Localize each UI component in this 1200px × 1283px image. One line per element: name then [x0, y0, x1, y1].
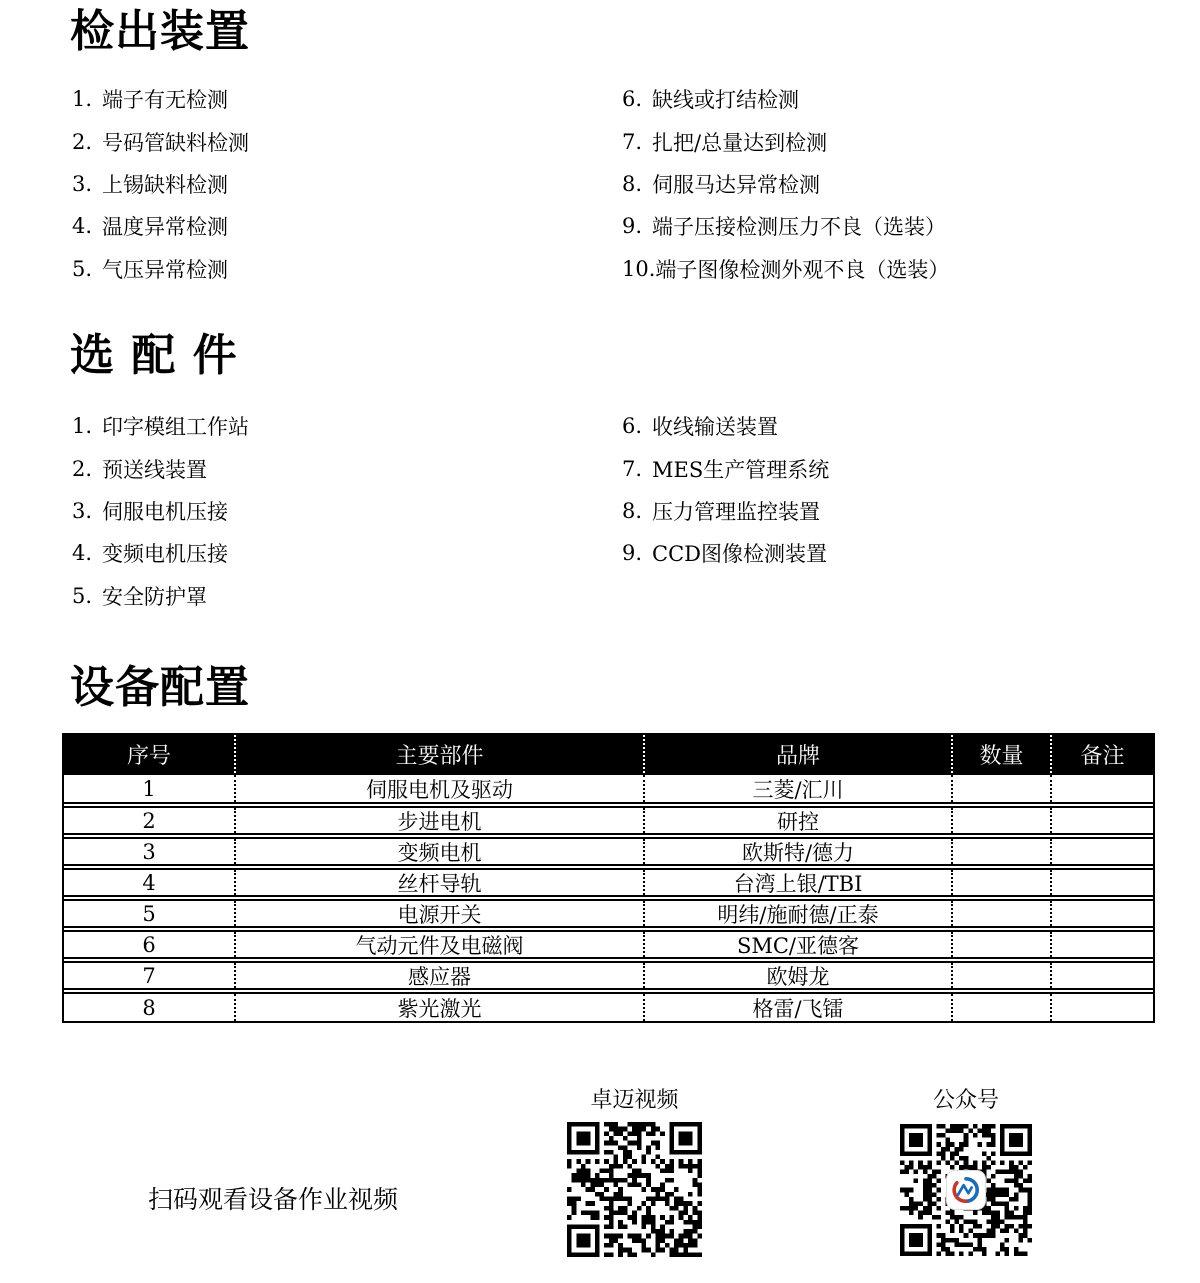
list-item-label: 扎把/总量达到检测 — [652, 130, 828, 155]
table-cell: 研控 — [643, 808, 951, 833]
table-cell: 3 — [142, 839, 156, 864]
list-item — [72, 447, 249, 489]
table-cell: 丝杆导轨 — [234, 870, 643, 895]
list-item — [622, 490, 829, 532]
table-header-cell-qty: 数量 — [951, 735, 1050, 773]
list-item — [622, 532, 829, 574]
table-cell — [1050, 932, 1153, 957]
list-item — [622, 163, 949, 205]
table-cell: 明纬/施耐德/正泰 — [643, 901, 951, 926]
table-cell: 气动元件及电磁阀 — [234, 932, 643, 957]
list-item-number: 5. — [72, 583, 93, 608]
table-cell: 变频电机 — [234, 839, 643, 864]
list-item — [622, 120, 949, 162]
section-title-config: 设备配置 — [70, 662, 250, 713]
list-item — [72, 205, 249, 247]
wechat-qr-code — [900, 1124, 1032, 1256]
scan-instruction-text: 扫码观看设备作业视频 — [148, 1185, 399, 1214]
table-row — [64, 775, 1153, 804]
list-item-label: 缺线或打结检测 — [652, 88, 799, 113]
list-item-label: 预送线装置 — [102, 457, 207, 482]
list-item — [72, 78, 249, 120]
list-item — [72, 120, 249, 162]
list-item — [622, 248, 949, 290]
list-item — [72, 248, 249, 290]
table-cell — [951, 870, 1050, 895]
section-title-options: 选 配 件 — [70, 330, 238, 381]
list-item-number: 2. — [72, 129, 93, 154]
table-cell: 6 — [142, 932, 156, 957]
list-item-label: 伺服马达异常检测 — [652, 172, 820, 197]
list-item-label: 温度异常检测 — [102, 215, 228, 240]
table-row — [64, 806, 1153, 835]
list-item-number: 4. — [72, 214, 93, 239]
list-item-label: 压力管理监控装置 — [652, 499, 820, 524]
list-item-number: 9. — [622, 214, 643, 239]
table-cell: 4 — [142, 870, 156, 895]
table-cell: 5 — [142, 901, 156, 926]
list-item-label: CCD图像检测装置 — [652, 542, 827, 567]
list-item-number: 9. — [622, 541, 643, 566]
video-qr-code — [567, 1122, 702, 1257]
list-item-label: 号码管缺料检测 — [102, 130, 249, 155]
table-cell: 台湾上银/TBI — [643, 870, 951, 895]
list-item — [72, 532, 249, 574]
table-cell: SMC/亚德客 — [643, 932, 951, 957]
brand-logo-icon — [946, 1170, 986, 1210]
table-cell — [951, 775, 1050, 802]
table-cell: 三菱/汇川 — [643, 775, 951, 802]
list-item-number: 5. — [72, 256, 93, 281]
detection-list-left — [72, 78, 249, 290]
list-item-label: 安全防护罩 — [102, 584, 207, 609]
list-item — [622, 405, 829, 447]
wechat-qr-label: 公众号 — [932, 1088, 999, 1113]
list-item-label: MES生产管理系统 — [652, 457, 830, 482]
table-cell: 伺服电机及驱动 — [234, 775, 643, 802]
table-cell: 欧斯特/德力 — [643, 839, 951, 864]
table-cell — [1050, 839, 1153, 864]
table-cell — [951, 963, 1050, 988]
video-qr-label: 卓迈视频 — [590, 1088, 679, 1113]
table-cell: 感应器 — [234, 963, 643, 988]
table-cell — [951, 932, 1050, 957]
list-item-number: 1. — [72, 414, 93, 439]
table-cell — [1050, 963, 1153, 988]
table-row — [64, 930, 1153, 959]
table-cell: 欧姆龙 — [643, 963, 951, 988]
table-cell — [1050, 901, 1153, 926]
section-title-detection: 检出装置 — [70, 6, 250, 57]
list-item — [72, 163, 249, 205]
list-item-number: 10. — [622, 256, 656, 281]
table-header-cell-part: 主要部件 — [234, 735, 643, 773]
list-item-number: 8. — [622, 171, 643, 196]
list-item-number: 6. — [622, 414, 643, 439]
list-item-label: 气压异常检测 — [102, 257, 228, 282]
list-item-number: 4. — [72, 541, 93, 566]
list-item — [72, 405, 249, 447]
list-item-label: 伺服电机压接 — [102, 499, 228, 524]
table-cell — [951, 808, 1050, 833]
table-header-cell-index: 序号 — [126, 743, 171, 769]
table-cell — [1050, 994, 1153, 1021]
table-cell — [1050, 775, 1153, 802]
table-row — [64, 868, 1153, 897]
list-item-number: 3. — [72, 171, 93, 196]
options-list-left — [72, 405, 249, 617]
list-item — [622, 78, 949, 120]
list-item-number: 3. — [72, 498, 93, 523]
table-cell: 7 — [142, 963, 156, 988]
list-item-label: 收线输送装置 — [652, 415, 778, 440]
table-cell — [951, 994, 1050, 1021]
equipment-table — [62, 733, 1155, 1023]
list-item — [622, 205, 949, 247]
list-item-number: 1. — [72, 87, 93, 112]
list-item-label: 端子图像检测外观不良（选装） — [655, 257, 950, 282]
table-cell: 1 — [142, 776, 156, 801]
table-row — [64, 899, 1153, 928]
list-item-label: 上锡缺料检测 — [102, 172, 228, 197]
table-cell: 格雷/飞镭 — [643, 994, 951, 1021]
table-row — [64, 992, 1153, 1021]
table-header-cell-remark: 备注 — [1050, 735, 1153, 773]
table-cell — [1050, 870, 1153, 895]
list-item — [72, 575, 249, 617]
table-body — [64, 775, 1153, 1021]
table-header-cell-brand: 品牌 — [643, 735, 951, 773]
table-cell — [951, 901, 1050, 926]
options-list-right — [622, 405, 829, 575]
table-cell: 2 — [142, 808, 156, 833]
list-item — [72, 490, 249, 532]
table-header-row — [64, 735, 1153, 775]
list-item-number: 7. — [622, 456, 643, 481]
detection-list-right — [622, 78, 949, 290]
list-item-number: 6. — [622, 87, 643, 112]
list-item — [622, 447, 829, 489]
list-item-label: 印字模组工作站 — [102, 415, 249, 440]
list-item-number: 2. — [72, 456, 93, 481]
table-cell: 步进电机 — [234, 808, 643, 833]
list-item-number: 8. — [622, 498, 643, 523]
table-cell: 电源开关 — [234, 901, 643, 926]
table-row — [64, 837, 1153, 866]
list-item-label: 变频电机压接 — [102, 542, 228, 567]
table-row — [64, 961, 1153, 990]
table-cell — [951, 839, 1050, 864]
table-cell: 8 — [142, 995, 156, 1020]
list-item-label: 端子压接检测压力不良（选装） — [652, 215, 946, 240]
table-cell: 紫光激光 — [234, 994, 643, 1021]
list-item-label: 端子有无检测 — [102, 88, 228, 113]
table-cell — [1050, 808, 1153, 833]
list-item-number: 7. — [622, 129, 643, 154]
